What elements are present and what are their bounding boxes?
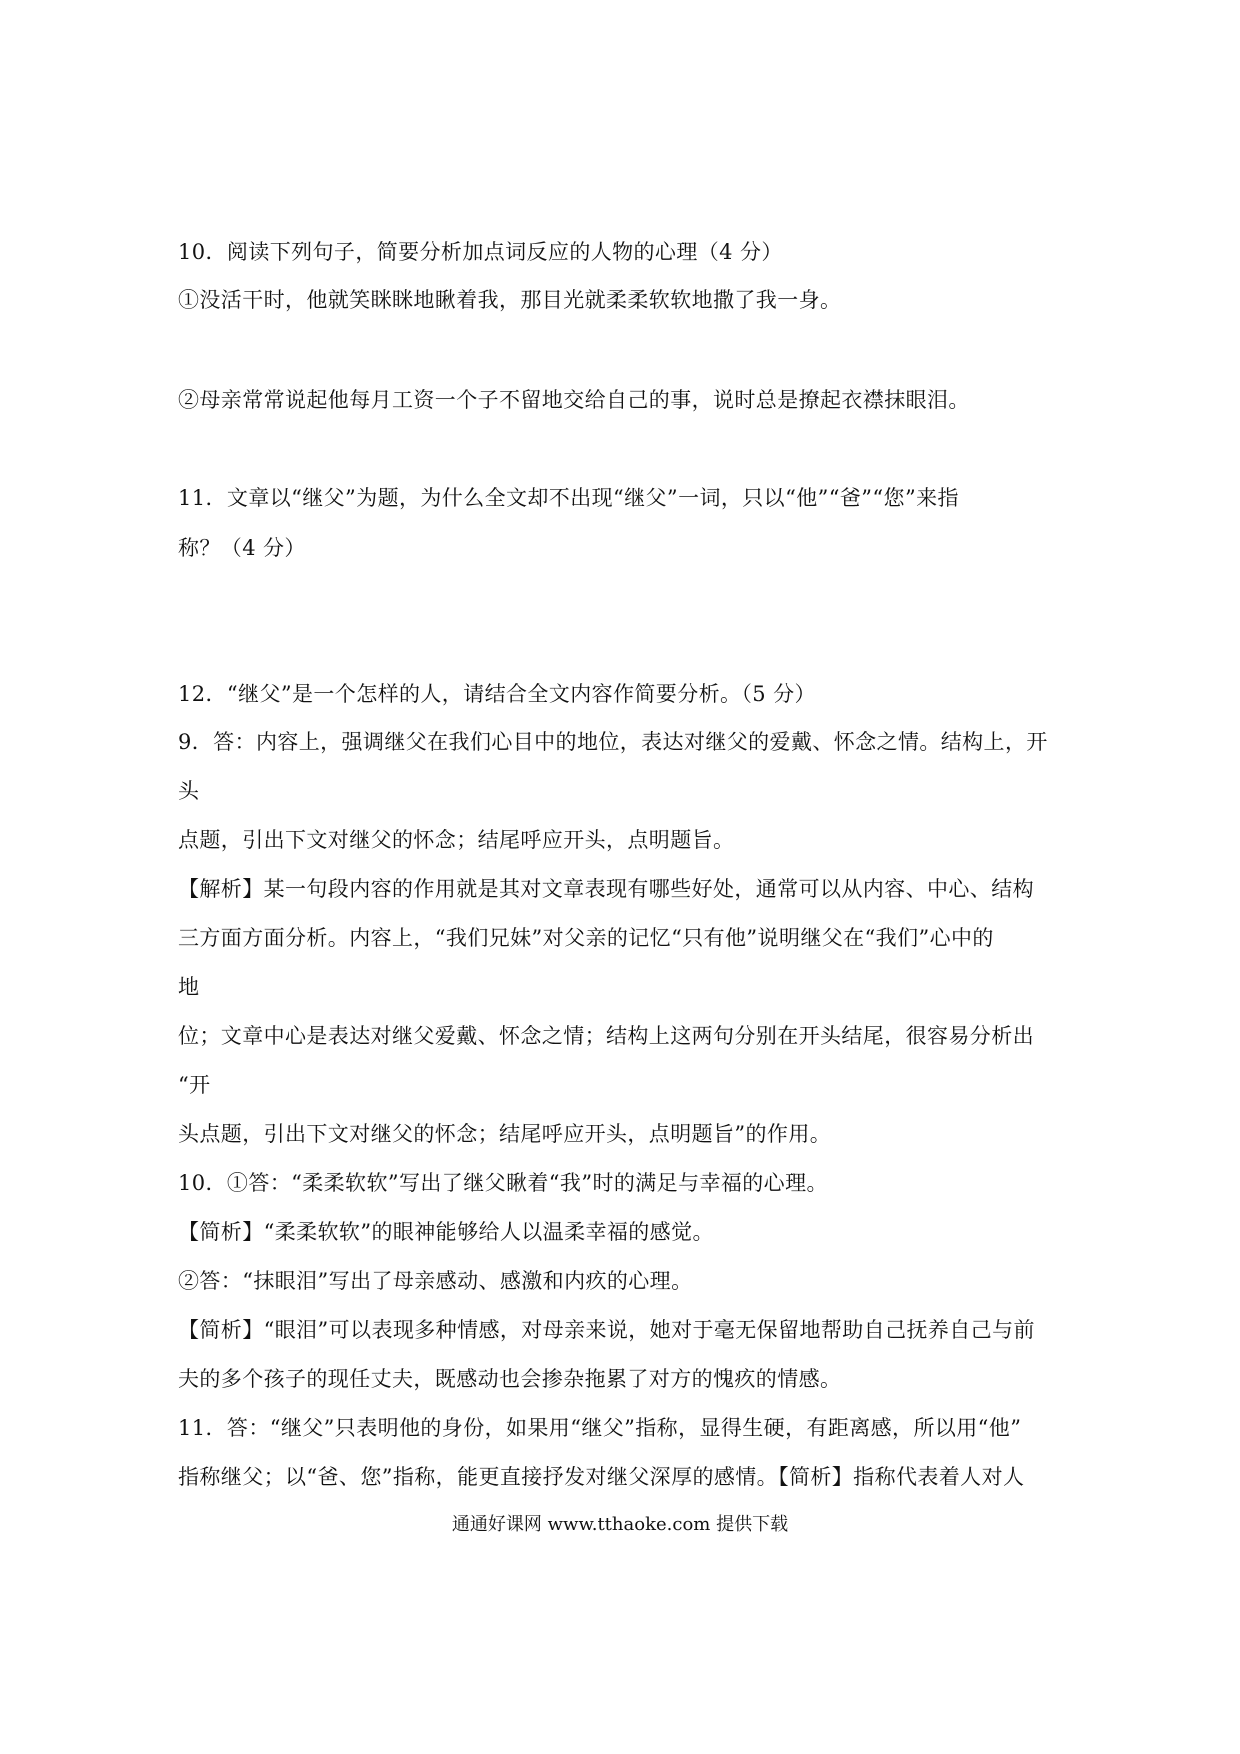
answer-11-line-cont: 指称继父；以“爸、您”指称，能更直接抒发对继父深厚的感情。【简析】指称代表着人对人 [178, 1465, 1025, 1489]
analysis-9-line: 【解析】某一句段内容的作用就是其对文章表现有哪些好处，通常可以从内容、中心、结构 [178, 877, 1034, 901]
analysis-9-line-cont: 位；文章中心是表达对继父爱戴、怀念之情；结构上这两句分别在开头结尾，很容易分析出 [178, 1024, 1034, 1048]
answer-9-line-cont: 点题，引出下文对继父的怀念；结尾呼应开头，点明题旨。 [178, 828, 735, 852]
question-11-line: 11．文章以“继父”为题，为什么全文却不出现“继父”一词，只以“他”“爸”“您”来指 [178, 486, 959, 510]
question-11-line-cont: 称？（4 分） [178, 536, 306, 560]
brief-analysis-line: 【简析】“柔柔软软”的眼神能够给人以温柔幸福的感觉。 [178, 1220, 714, 1244]
answer-9-line: 9．答：内容上，强调继父在我们心目中的地位，表达对继父的爱戴、怀念之情。结构上，开 [178, 730, 1048, 754]
page-footer: 通通好课网 www.tthaoke.com 提供下载 [451, 1514, 789, 1535]
analysis-9-line-cont: 地 [178, 975, 200, 999]
analysis-9-line-cont: “开 [178, 1073, 211, 1097]
analysis-9-line-cont: 三方面方面分析。内容上，“我们兄妹”对父亲的记忆“只有他”说明继父在“我们”心中的 [178, 926, 994, 950]
sentence-1-line: ①没活干时，他就笑眯眯地瞅着我，那目光就柔柔软软地撒了我一身。 [178, 288, 842, 312]
answer-10-2-line: ②答：“抹眼泪”写出了母亲感动、感激和内疚的心理。 [178, 1269, 693, 1293]
sentence-2-line: ②母亲常常说起他每月工资一个子不留地交给自己的事，说时总是撩起衣襟抹眼泪。 [178, 388, 970, 412]
brief-analysis-line-cont: 夫的多个孩子的现任丈夫，既感动也会掺杂拖累了对方的愧疚的情感。 [178, 1367, 842, 1391]
brief-analysis-line: 【简析】“眼泪”可以表现多种情感，对母亲来说，她对于毫无保留地帮助自己抚养自己与前 [178, 1318, 1035, 1342]
answer-9-line-cont: 头 [178, 779, 200, 803]
analysis-9-line-cont: 头点题，引出下文对继父的怀念；结尾呼应开头，点明题旨”的作用。 [178, 1122, 832, 1146]
answer-11-line: 11．答：“继父”只表明他的身份，如果用“继父”指称，显得生硬，有距离感，所以用“他” [178, 1416, 1022, 1440]
answer-10-line: 10．①答：“柔柔软软”写出了继父瞅着“我”时的满足与幸福的心理。 [178, 1171, 828, 1195]
question-12-line: 12．“继父”是一个怎样的人，请结合全文内容作简要分析。（5 分） [178, 682, 816, 706]
question-10-line: 10．阅读下列句子，简要分析加点词反应的人物的心理（4 分） [178, 240, 783, 264]
